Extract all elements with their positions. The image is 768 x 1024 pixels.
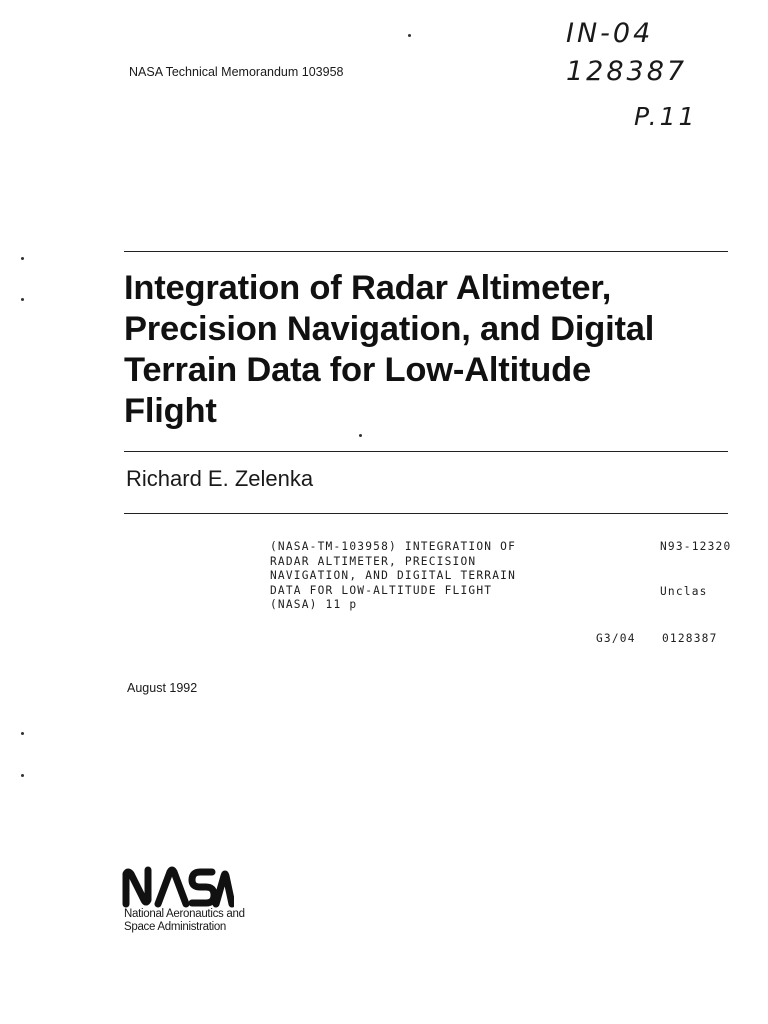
document-number: 0128387 xyxy=(662,632,718,645)
author-name: Richard E. Zelenka xyxy=(126,466,314,491)
title-line: Terrain Data for Low-Altitude xyxy=(124,351,591,389)
scan-speck xyxy=(21,774,24,777)
scan-speck xyxy=(21,732,24,735)
scan-speck xyxy=(359,434,362,437)
nasa-worm-logo-icon xyxy=(120,866,234,908)
series-label: NASA Technical Memorandum 103958 xyxy=(129,65,344,79)
scan-speck xyxy=(408,34,411,37)
agency-name xyxy=(124,908,245,933)
handwritten-document-number: 128387 xyxy=(566,56,688,87)
scan-speck xyxy=(21,298,24,301)
publication-date: August 1992 xyxy=(127,681,198,695)
citation-line: NAVIGATION, AND DIGITAL TERRAIN xyxy=(270,569,516,583)
agency-line: Space Administration xyxy=(124,920,227,933)
handwritten-page-count: P.11 xyxy=(634,102,698,131)
citation-line: RADAR ALTIMETER, PRECISION xyxy=(270,554,477,568)
nasa-logo xyxy=(120,866,234,913)
category-code: G3/04 xyxy=(596,632,636,645)
citation-block xyxy=(270,540,516,613)
document-title xyxy=(124,268,724,432)
citation-line: (NASA-TM-103958) INTEGRATION OF xyxy=(270,540,516,553)
scan-speck xyxy=(21,257,24,260)
classification-label: Unclas xyxy=(660,585,708,598)
title-line: Precision Navigation, and Digital xyxy=(124,310,655,348)
citation-line: DATA FOR LOW-ALTITUDE FLIGHT xyxy=(270,583,493,597)
title-line: Flight xyxy=(124,392,217,430)
title-bottom-rule xyxy=(124,451,728,452)
handwritten-category-note: IN-04 xyxy=(566,18,654,49)
title-top-rule xyxy=(124,251,728,252)
agency-line: National Aeronautics and xyxy=(124,908,245,920)
citation-line: (NASA) 11 p xyxy=(270,598,358,612)
title-line: Integration of Radar Altimeter, xyxy=(124,269,612,307)
accession-number: N93-12320 xyxy=(660,540,732,553)
author-bottom-rule xyxy=(124,513,728,514)
